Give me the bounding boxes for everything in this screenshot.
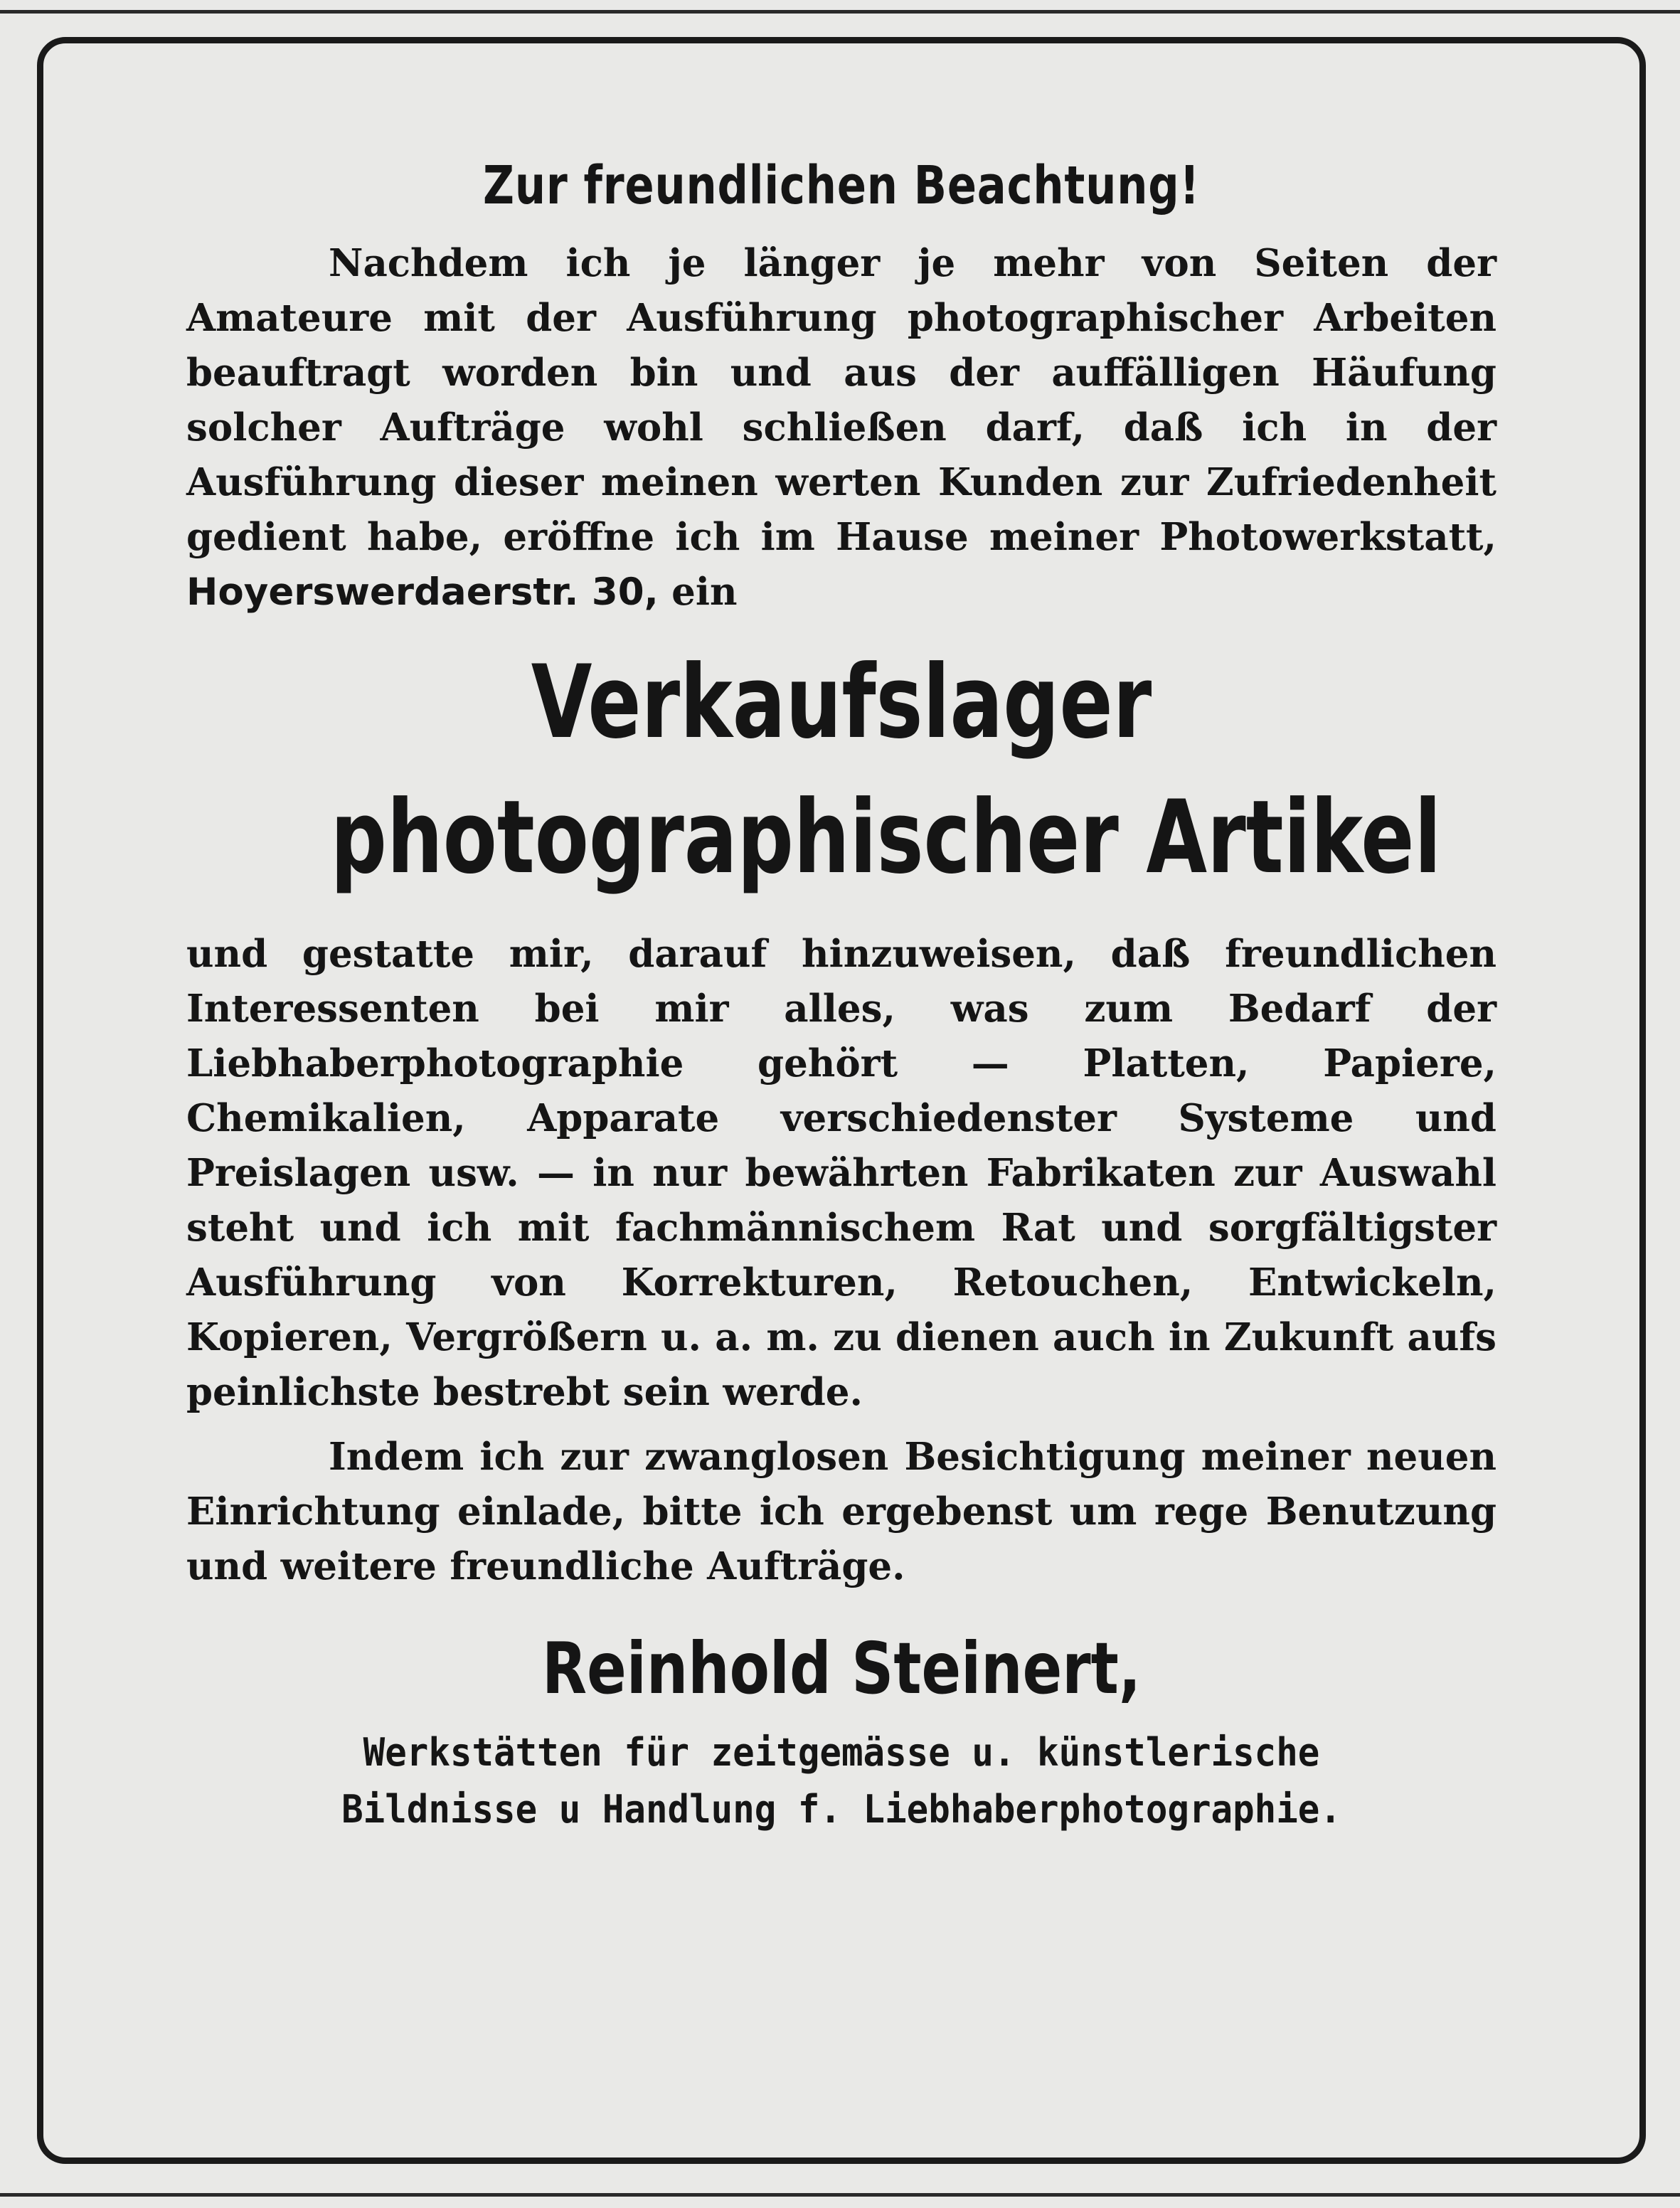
advertisement xyxy=(186,155,1496,1838)
intro-text: Nachdem ich je länger je mehr von Seiten der Amateure mit der Ausführung photographischer Arbeiten beauftragt worden bin und aus der auffälligen Häufung solcher Aufträge wohl schließen darf, daß ich in der Ausführung dieser meinen werten Kunden zur Zufriedenheit gedient habe, eröffne ich im Hause meiner Photowerkstatt, xyxy=(186,241,1496,559)
intro-paragraph xyxy=(186,236,1496,620)
top-rule xyxy=(0,10,1680,14)
headline-line-1: Verkaufslager xyxy=(531,644,1152,761)
address: Hoyerswerdaerstr. 30, xyxy=(186,570,659,614)
intro-end: ein xyxy=(671,570,738,614)
ad-heading: Zur freundlichen Beachtung! xyxy=(483,155,1200,216)
closing-paragraph: Indem ich zur zwanglosen Besichtigung meiner neuen Einrichtung einlade, bitte ich ergebenst um rege Benutzung und weitere freundliche Aufträge. xyxy=(186,1435,1496,1588)
signature-subline-1: Werkstätten für zeitgemässe u. künstlerische xyxy=(363,1730,1320,1775)
headline-line-2: photographischer Artikel xyxy=(330,779,1442,896)
bottom-rule xyxy=(0,2193,1680,2197)
headline-block xyxy=(186,635,1496,906)
signature-name: Reinhold Steinert, xyxy=(541,1627,1142,1710)
paragraph-gap xyxy=(186,1420,1496,1430)
body-paragraph: und gestatte mir, darauf hinzuweisen, daß freundlichen Interessenten bei mir alles, was zum Bedarf der Liebhaberphotographie gehört — Platten, Papiere, Chemikalien, Apparate verschiedenster Systeme und Preislagen usw. — in nur bewährten Fabrikaten zur Auswahl steht und ich mit fachmännischem Rat und sorgfältigster Ausführung von Korrekturen, Retouchen, Entwickeln, Kopieren, Vergrößern u. a. m. zu dienen auch in Zukunft aufs peinlichste bestrebt sein werde. xyxy=(186,932,1496,1414)
signature-subline-2: Bildnisse u Handlung f. Liebhaberphotographie. xyxy=(341,1787,1341,1832)
